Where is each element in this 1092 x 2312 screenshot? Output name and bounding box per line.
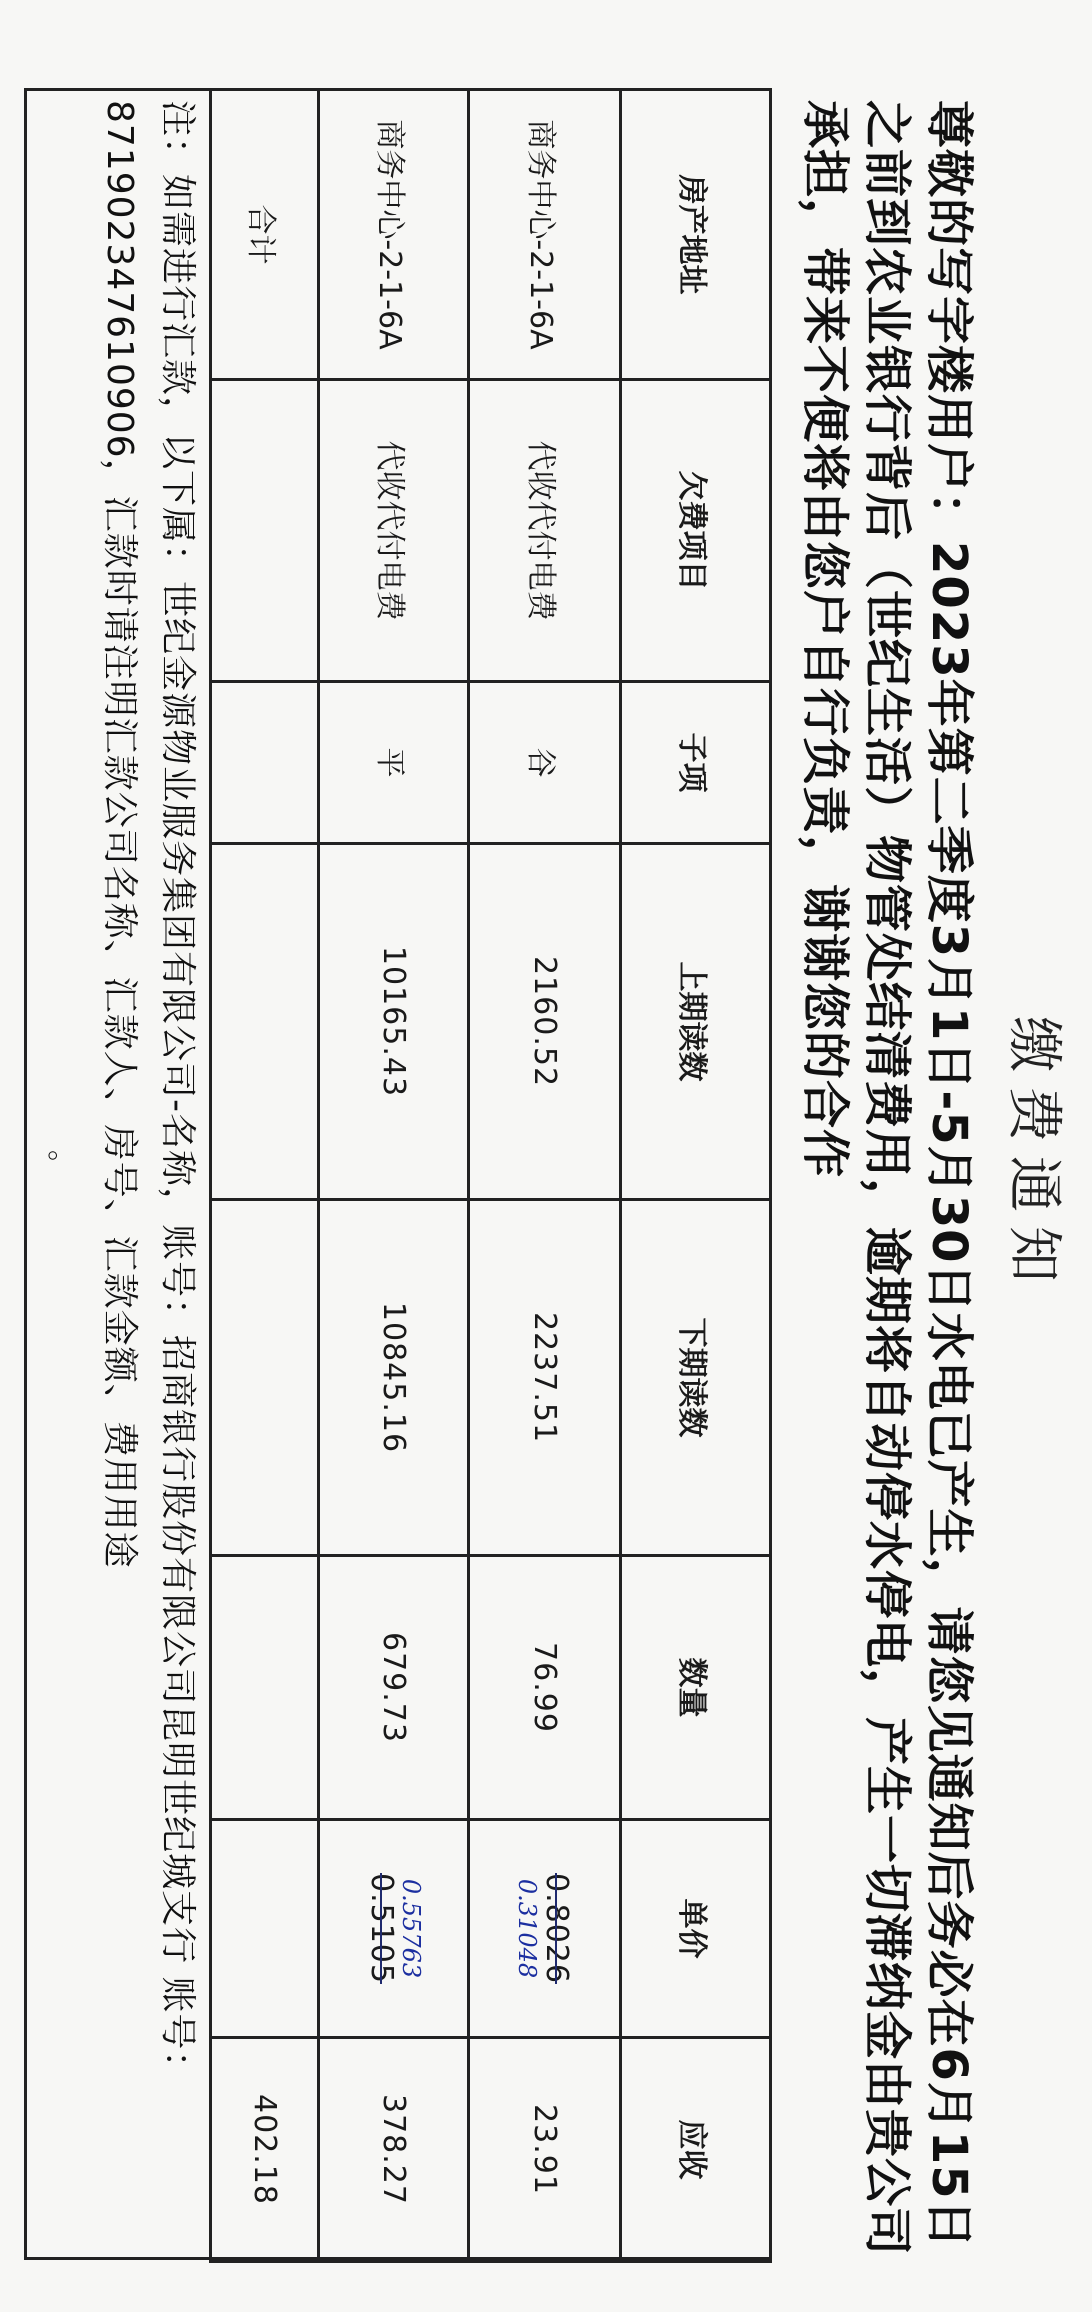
notice-intro-text: 尊敬的写字楼用户：2023年第二季度3月1日-5月30日水电已产生，请您见通知后务必在6月15日之前到农业银行背后（世纪生活）物管处结清费用，逾期将自动停水停电，产生一切滞纳金由贵公司承担，带来不便将由您户自行负责，谢谢您的合作 (797, 100, 977, 2257)
row-prev-reading: 2160.52 (469, 844, 621, 1200)
row-item: 代收代付电费 (319, 380, 469, 682)
row-next-reading: 10845.16 (319, 1200, 469, 1556)
table-total-row (211, 90, 319, 2262)
header-unit-price: 单价 (621, 1820, 771, 2038)
row-unit-price (469, 1820, 621, 2038)
document-title: 缴费通知 (1001, 1016, 1066, 1296)
handwritten-price: 0.55763 (397, 1878, 425, 1979)
table-header-row (621, 90, 771, 2262)
row-due: 378.27 (319, 2038, 469, 2262)
header-prev-reading: 上期读数 (621, 844, 771, 1200)
header-due: 应收 (621, 2038, 771, 2262)
row-prev-reading: 10165.43 (319, 844, 469, 1200)
row-quantity: 679.73 (319, 1556, 469, 1820)
note-end-mark: 。 (43, 1150, 78, 1180)
total-value: 402.18 (211, 2038, 319, 2262)
handwritten-price: 0.31048 (513, 1878, 541, 1979)
header-item: 欠费项目 (621, 380, 771, 682)
printed-price: 0.5105 (364, 1873, 399, 1984)
row-sub: 谷 (469, 682, 621, 844)
row-next-reading: 2237.51 (469, 1200, 621, 1556)
row-item: 代收代付电费 (469, 380, 621, 682)
row-address: 商务中心-2-1-6A (319, 90, 469, 380)
total-label: 合计 (211, 90, 319, 380)
row-quantity: 76.99 (469, 1556, 621, 1820)
printed-price: 0.8026 (539, 1873, 574, 1984)
table-row (469, 90, 621, 2262)
remittance-note: 注：如需进行汇款，以下属：世纪金源物业服务集团有限公司-名称，账号：招商银行股份有限公司昆明世纪城支行 账号：871902347610906，汇款时请注明汇款公司名称、汇款人、房号、汇款金额、费用用途 (99, 100, 198, 2088)
row-sub: 平 (319, 682, 469, 844)
fee-table (209, 88, 772, 2263)
header-address: 房产地址 (621, 90, 771, 380)
row-address: 商务中心-2-1-6A (469, 90, 621, 380)
row-due: 23.91 (469, 2038, 621, 2262)
header-quantity: 数量 (621, 1556, 771, 1820)
row-unit-price (319, 1820, 469, 2038)
table-row (319, 90, 469, 2262)
header-next-reading: 下期读数 (621, 1200, 771, 1556)
header-sub: 子项 (621, 682, 771, 844)
